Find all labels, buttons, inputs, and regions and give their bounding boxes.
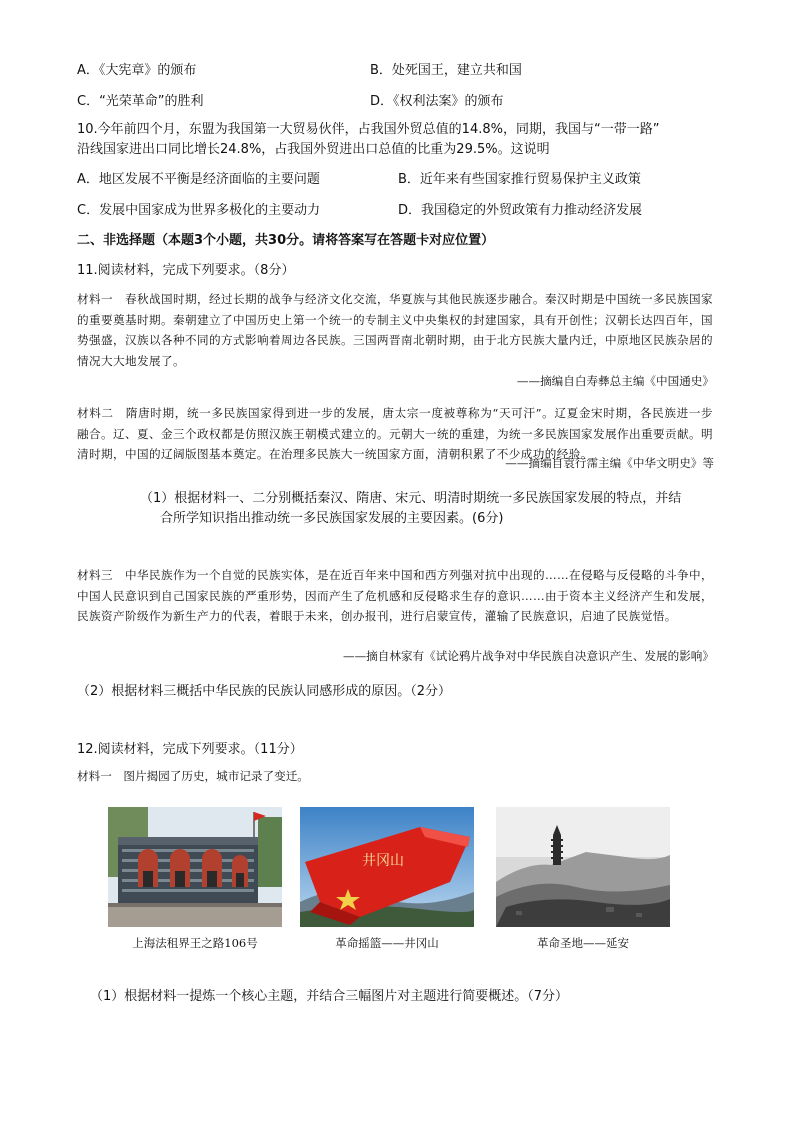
photo-caption-3: 革命圣地——延安 [537, 936, 629, 950]
q10-option-d: D．我国稳定的外贸政策有力推动经济发展 [398, 203, 643, 218]
q10-stem-line1: 10.今年前四个月，东盟为我国第一大贸易伙伴，占我国外贸总值的14.8%，同期，我国与“一带一路” [77, 122, 660, 137]
q11-material-3: 材料三 中华民族作为一个自觉的民族实体，是在近百年来中国和西方列强对抗中出现的……在侵略与反侵略的斗争中，中国人民意识到自己国家民族的严重形势，因而产生了危机感和反侵略求生存的意识……由于资本主义经济产生和发展，民族资产阶级作为新生产力的代表，着眼于未来，创办报刊，进行启蒙宣传，灌输了民族意识，启迪了民族觉悟。 [77, 568, 713, 623]
q11-source-2: ——摘编自袁行霈主编《中华文明史》等 [505, 456, 714, 470]
section-heading: 二、非选择题（本题3个小题，共30分。请将答案写在答题卡对应位置） [77, 233, 495, 248]
q9-option-b: B．处死国王，建立共和国 [370, 63, 522, 78]
q10-option-b: B．近年来有些国家推行贸易保护主义政策 [398, 172, 641, 187]
photo-caption-2: 革命摇篮——井冈山 [335, 936, 439, 950]
q11-material-1: 材料一 春秋战国时期，经过长期的战争与经济文化交流，华夏族与其他民族逐步融合。秦汉时期是中国统一多民族国家的重要奠基时期。秦朝建立了中国历史上第一个统一的专制主义中央集权的封建国家，具有开创性；汉朝长达四百年，国势强盛，汉族以各种不同的方式影响着周边各民族。三国两晋南北朝时期，由于北方民族大量内迁，中原地区民族杂居的情况大大地发展了。 [77, 292, 713, 368]
q12-material-1-intro: 材料一 图片揭园了历史，城市记录了变迁。 [77, 769, 309, 783]
q11-title: 11.阅读材料，完成下列要求。（8分） [77, 263, 295, 278]
q9-option-d: D．《权利法案》的颁布 [370, 94, 504, 109]
building-photo [108, 807, 282, 927]
q11-sub2: （2）根据材料三概括中华民族的民族认同感形成的原因。（2分） [77, 684, 452, 699]
q10-stem-line2: 沿线国家进出口同比增长24.8%，占我国外贸进出口总值的比重为29.5%。这说明 [77, 142, 550, 157]
q12-sub1: （1）根据材料一提炼一个核心主题，并结合三幅图片对主题进行简要概述。（7分） [90, 989, 569, 1004]
monument-photo [300, 807, 474, 927]
q11-material-2: 材料二 隋唐时期，统一多民族国家得到进一步的发展，唐太宗一度被尊称为“天可汗”。辽夏金宋时期，各民族进一步融合。辽、夏、金三个政权都是仿照汉族王朝模式建立的。元朝大一统的重建，为统一多民族国家发展作出重要贡献。明清时期，中国的辽阔版图基本奠定。在治理多民族大一统国家方面，清朝积累了不少成功的经验。 [77, 406, 713, 461]
q10-option-c: C．发展中国家成为世界多极化的主要动力 [77, 203, 321, 218]
q9-option-a: A．《大宪章》的颁布 [77, 63, 197, 78]
photo-caption-1: 上海法租界王之路106号 [132, 936, 258, 950]
q11-sub1-line2: 合所学知识指出推动统一多民族国家发展的主要因素。(6分) [160, 511, 504, 526]
q11-sub1-line1: （1）根据材料一、二分别概括秦汉、隋唐、宋元、明清时期统一多民族国家发展的特点，并结 [140, 491, 682, 506]
monument-sign-text: 井冈山 [362, 853, 404, 869]
q9-option-c: C．“光荣革命”的胜利 [77, 94, 204, 109]
q12-title: 12.阅读材料，完成下列要求。（11分） [77, 742, 303, 757]
q10-option-a: A．地区发展不平衡是经济面临的主要问题 [77, 172, 320, 187]
q11-source-1: ——摘编自白寿彝总主编《中国通史》 [516, 374, 714, 388]
pagoda-photo [496, 807, 670, 927]
q11-source-3: ——摘自林家有《试论鸦片战争对中华民族自决意识产生、发展的影响》 [342, 649, 714, 663]
